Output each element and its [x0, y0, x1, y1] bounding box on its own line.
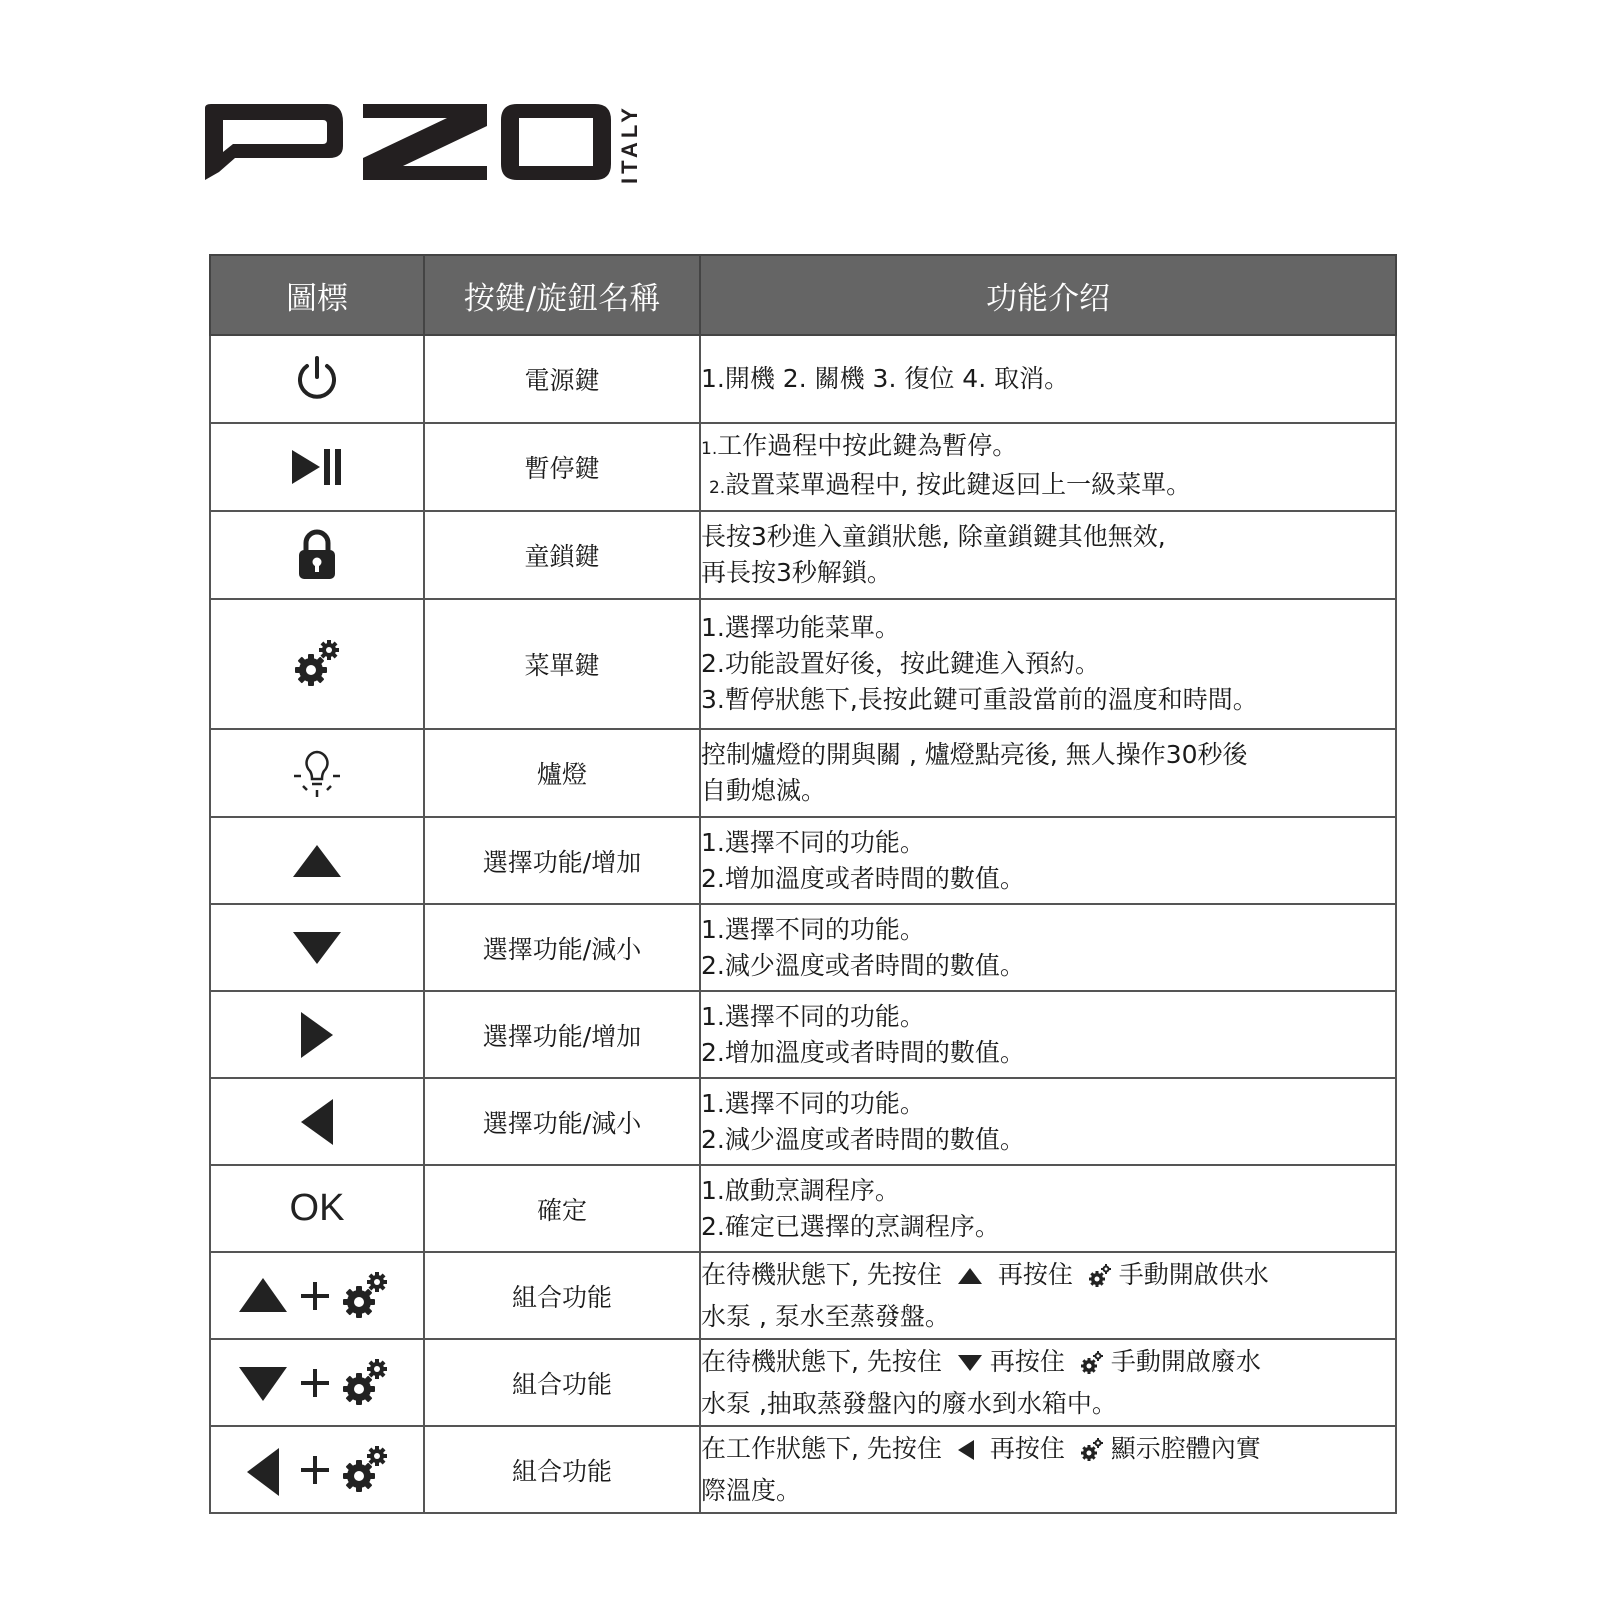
key-name: 暫停鍵 — [424, 423, 700, 511]
header-icon: 圖標 — [210, 255, 424, 335]
arrow-up-icon — [956, 1266, 984, 1286]
pzo-logo — [205, 100, 655, 190]
key-name: 菜單鍵 — [424, 599, 700, 729]
table-row — [210, 511, 1396, 599]
gear-icon — [1079, 1350, 1105, 1376]
power-icon — [294, 355, 340, 403]
table-row — [210, 1078, 1396, 1165]
lock-icon — [296, 529, 338, 581]
key-name: 電源鍵 — [424, 335, 700, 423]
arrow-left-icon — [298, 1097, 336, 1147]
gear-icon — [1087, 1263, 1113, 1289]
table-row — [210, 599, 1396, 729]
key-name: 組合功能 — [424, 1339, 700, 1426]
key-name: 選擇功能/減小 — [424, 904, 700, 991]
table-row — [210, 1165, 1396, 1252]
key-name: 選擇功能/增加 — [424, 817, 700, 904]
key-name: 選擇功能/增加 — [424, 991, 700, 1078]
table-row — [210, 423, 1396, 511]
key-description: 在待機狀態下, 先按住 再按住 手動開啟廢水 水泵 ,抽取蒸發盤內的廢水到水箱中。 — [700, 1339, 1396, 1426]
header-function: 功能介绍 — [700, 255, 1396, 335]
key-description: 1.選擇功能菜單。 2.功能設置好後，按此鍵進入預約。 3.暫停狀態下,長按此鍵可重設當前的溫度和時間。 — [700, 599, 1396, 729]
table-row — [210, 729, 1396, 817]
key-name: 組合功能 — [424, 1252, 700, 1339]
arrow-left-icon — [956, 1438, 976, 1462]
key-description: 長按3秒進入童鎖狀態, 除童鎖鍵其他無效, 再長按3秒解鎖。 — [700, 511, 1396, 599]
key-description: 在待機狀態下, 先按住 再按住 手動開啟供水 水泵 , 泵水至蒸發盤。 — [700, 1252, 1396, 1339]
table-row — [210, 904, 1396, 991]
table-header-row — [210, 255, 1396, 335]
key-name: 確定 — [424, 1165, 700, 1252]
key-description: 1.選擇不同的功能。 2.增加溫度或者時間的數值。 — [700, 817, 1396, 904]
table-row — [210, 1252, 1396, 1339]
arrow-down-icon — [956, 1353, 984, 1373]
table-row — [210, 1426, 1396, 1513]
table-row — [210, 991, 1396, 1078]
arrow-down-icon — [291, 930, 343, 966]
key-description: 1.啟動烹調程序。 2.確定已選擇的烹調程序。 — [700, 1165, 1396, 1252]
left-plus-gear-icon — [239, 1442, 395, 1498]
key-name: 爐燈 — [424, 729, 700, 817]
function-table — [209, 254, 1397, 1514]
arrow-right-icon — [298, 1010, 336, 1060]
gear-icon — [291, 638, 343, 690]
key-description: 在工作狀態下, 先按住 再按住 顯示腔體內實 際溫度。 — [700, 1426, 1396, 1513]
light-bulb-icon — [290, 746, 344, 800]
gear-icon — [1079, 1437, 1105, 1463]
key-name: 組合功能 — [424, 1426, 700, 1513]
key-name: 選擇功能/減小 — [424, 1078, 700, 1165]
play-pause-icon — [290, 447, 344, 487]
table-row — [210, 335, 1396, 423]
key-description: 控制爐燈的開與關 , 爐燈點亮後, 無人操作30秒後 自動熄滅。 — [700, 729, 1396, 817]
up-plus-gear-icon — [239, 1268, 395, 1324]
arrow-up-icon — [291, 843, 343, 879]
key-name: 童鎖鍵 — [424, 511, 700, 599]
header-name: 按鍵/旋鈕名稱 — [424, 255, 700, 335]
key-description: 1.工作過程中按此鍵為暫停。 2.設置菜單過程中, 按此鍵返回上一級菜單。 — [700, 423, 1396, 511]
key-description: 1.選擇不同的功能。 2.增加溫度或者時間的數值。 — [700, 991, 1396, 1078]
ok-label: OK — [289, 1187, 345, 1229]
key-description: 1.開機 2. 關機 3. 復位 4. 取消。 — [700, 335, 1396, 423]
logo-italy-text: ITALY — [617, 104, 642, 184]
table-row — [210, 817, 1396, 904]
key-description: 1.選擇不同的功能。 2.減少溫度或者時間的數值。 — [700, 904, 1396, 991]
key-description: 1.選擇不同的功能。 2.減少溫度或者時間的數值。 — [700, 1078, 1396, 1165]
table-row — [210, 1339, 1396, 1426]
down-plus-gear-icon — [239, 1355, 395, 1411]
